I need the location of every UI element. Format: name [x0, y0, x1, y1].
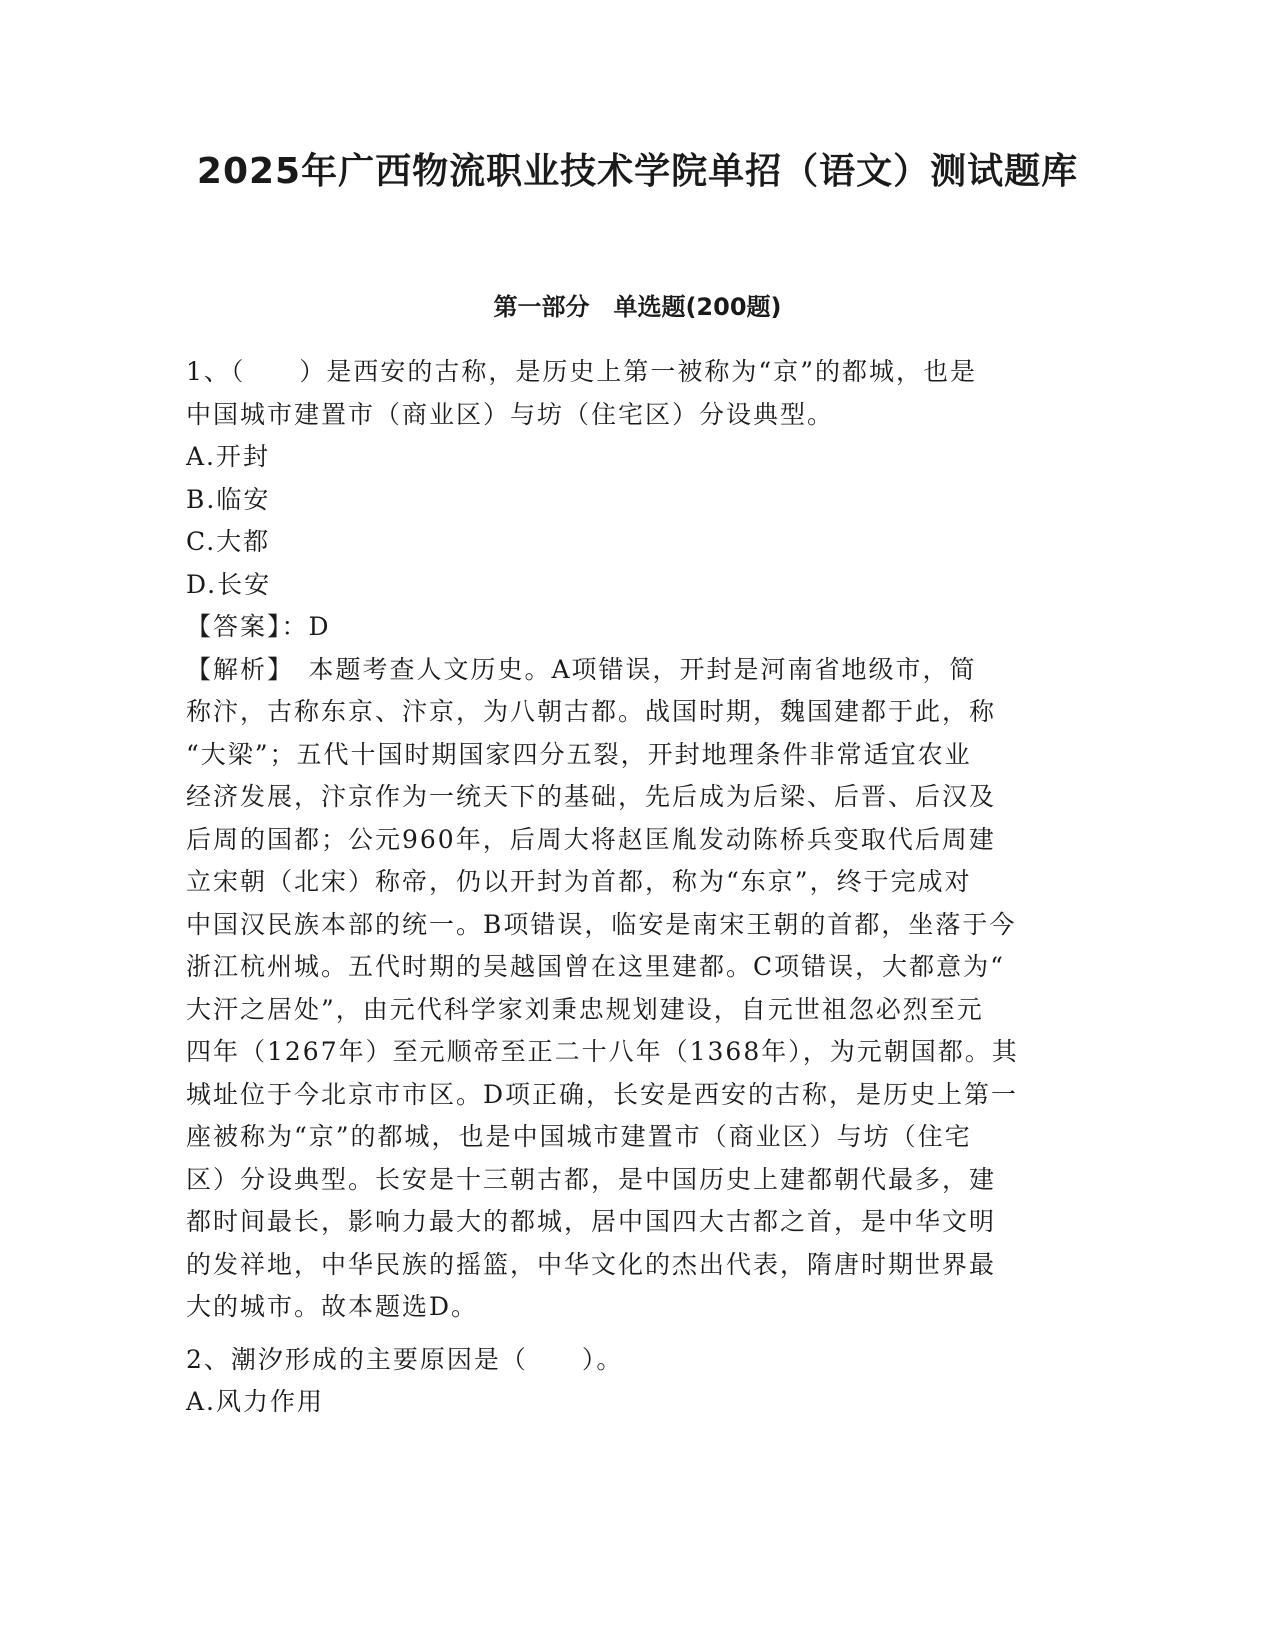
question-list	[186, 351, 1066, 1424]
option-a: A.开封	[186, 442, 271, 471]
analysis-line: 都时间最长，影响力最大的都城，居中国四大古都之首，是中华文明	[186, 1207, 997, 1236]
analysis-line: 座被称为“京”的都城，也是中国城市建置市（商业区）与坊（住宅	[186, 1122, 972, 1151]
analysis-line: 【解析】 本题考查人文历史。A项错误，开封是河南省地级市，简	[186, 654, 977, 684]
analysis-line: 四年（1267年）至元顺帝至正二十八年（1368年），为元朝国都。其	[186, 1037, 1019, 1066]
answer-line: 【答案】：D	[186, 612, 331, 641]
option-d: D.长安	[186, 569, 272, 599]
question-stem-line: 2、潮汐形成的主要原因是（ ）。	[186, 1344, 624, 1374]
option-a: A.风力作用	[186, 1387, 325, 1416]
analysis-line: 的发祥地，中华民族的摇篮，中华文化的杰出代表，隋唐时期世界最	[186, 1249, 997, 1279]
analysis-line: 大的城市。故本题选D。	[186, 1292, 479, 1321]
analysis-line: 大汗之居处”，由元代科学家刘秉忠规划建设，自元世祖忽必烈至元	[186, 994, 984, 1024]
analysis-line: 城址位于今北京市市区。D项正确，长安是西安的古称，是历史上第一	[186, 1079, 1019, 1109]
question-2	[186, 1339, 1066, 1424]
analysis-line: 中国汉民族本部的统一。B项错误，临安是南宋王朝的首都，坐落于今	[186, 909, 1017, 939]
option-b: B.临安	[186, 484, 271, 514]
analysis-line: “大梁”；五代十国时期国家四分五裂，开封地理条件非常适宜农业	[186, 739, 972, 769]
analysis-line: 浙江杭州城。五代时期的吴越国曾在这里建都。C项错误，大都意为“	[186, 952, 1005, 981]
option-c: C.大都	[186, 527, 271, 556]
section-title: 第一部分 单选题(200题)	[493, 293, 782, 321]
question-stem-line: 1、（ ）是西安的古称，是历史上第一被称为“京”的都城，也是	[186, 357, 977, 386]
analysis-line: 区）分设典型。长安是十三朝古都，是中国历史上建都朝代最多，建	[186, 1164, 997, 1194]
question-stem-line: 中国城市建置市（商业区）与坊（住宅区）分设典型。	[186, 399, 835, 429]
analysis-line: 后周的国都；公元960年，后周大将赵匡胤发动陈桥兵变取代后周建	[186, 824, 996, 854]
analysis-line: 立宋朝（北宋）称帝，仍以开封为首都，称为“东京”，终于完成对	[186, 867, 972, 896]
document-title: 2025年广西物流职业技术学院单招（语文）测试题库	[196, 151, 1079, 192]
question-1	[186, 351, 1066, 1329]
analysis-block	[186, 649, 1066, 1329]
analysis-line: 称汴，古称东京、汴京，为八朝古都。战国时期，魏国建都于此，称	[186, 697, 997, 726]
analysis-line: 经济发展，汴京作为一统天下的基础，先后成为后梁、后晋、后汉及	[186, 782, 997, 811]
